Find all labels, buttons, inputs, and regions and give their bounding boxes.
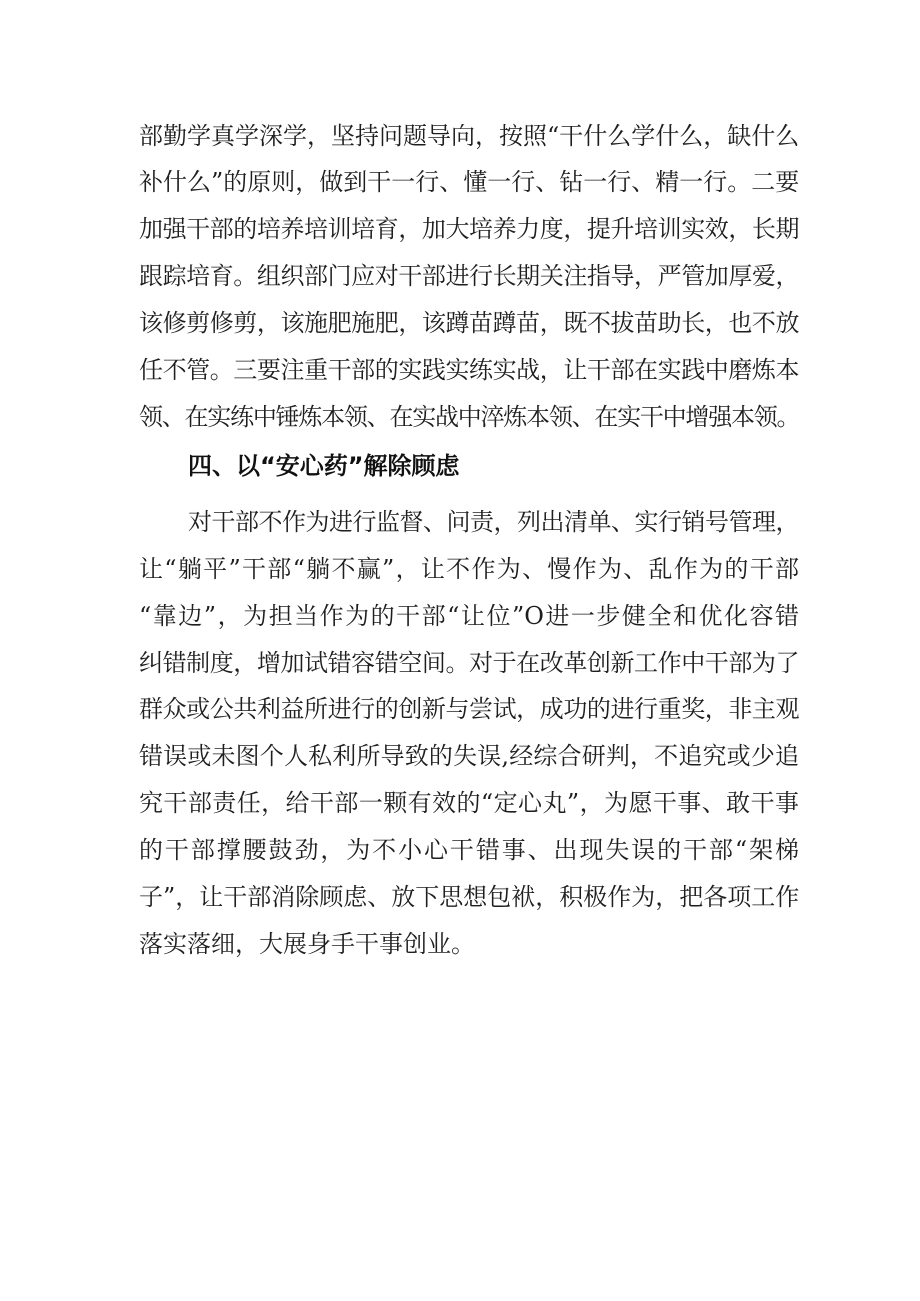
paragraph-1-line-4: 跟踪培育。组织部门应对干部进行长期关注指导，严管加厚爱，: [139, 262, 799, 290]
paragraph-1-line-2: 补什么”的原则，做到干一行、懂一行、钻一行、精一行。二要: [139, 168, 800, 196]
paragraph-1-line-1: 部勤学真学深学，坚持问题导向，按照“干什么学什么，缺什么: [139, 122, 800, 150]
paragraph-2-line-7: 究干部责任，给干部一颗有效的“定心丸”，为愿干事、敢干事: [139, 789, 799, 817]
paragraph-2-line-10: 落实落细，大展身手干事创业。: [139, 930, 475, 958]
paragraph-2-line-3: “靠边”，为担当作为的干部“让位”O进一步健全和优化容错: [139, 602, 799, 630]
paragraph-1-line-3: 加强干部的培养培训培育，加大培养力度，提升培训实效，长期: [139, 215, 799, 243]
paragraph-1-line-5: 该修剪修剪，该施肥施肥，该蹲苗蹲苗，既不拔苗助长，也不放: [139, 309, 799, 337]
paragraph-2-line-6: 错误或未图个人私利所导致的失误,经综合研判，不追究或少追: [139, 742, 799, 770]
paragraph-1-line-6: 任不管。三要注重干部的实践实练实战，让干部在实践中磨炼本: [139, 356, 799, 384]
paragraph-2-line-9: 子”，让干部消除顾虑、放下思想包袱，积极作为，把各项工作: [139, 883, 800, 911]
paragraph-1-line-7: 领、在实练中锤炼本领、在实战中淬炼本领、在实干中增强本领。: [139, 403, 799, 431]
section-heading: 四、以“安心药”解除顾虑: [188, 452, 460, 480]
paragraph-2-line-4: 纠错制度，增加试错容错空间。对于在改革创新工作中干部为了: [139, 649, 799, 677]
paragraph-2-line-8: 的干部撑腰鼓劲，为不小心干错事、出现失误的干部“架梯: [139, 836, 799, 864]
paragraph-2-line-5: 群众或公共利益所进行的创新与尝试，成功的进行重奖，非主观: [139, 695, 799, 723]
paragraph-2-line-1: 对干部不作为进行监督、问责，列出清单、实行销号管理，: [188, 508, 799, 536]
paragraph-2-line-2: 让“躺平”干部“躺不赢”，让不作为、慢作为、乱作为的干部: [139, 555, 799, 583]
